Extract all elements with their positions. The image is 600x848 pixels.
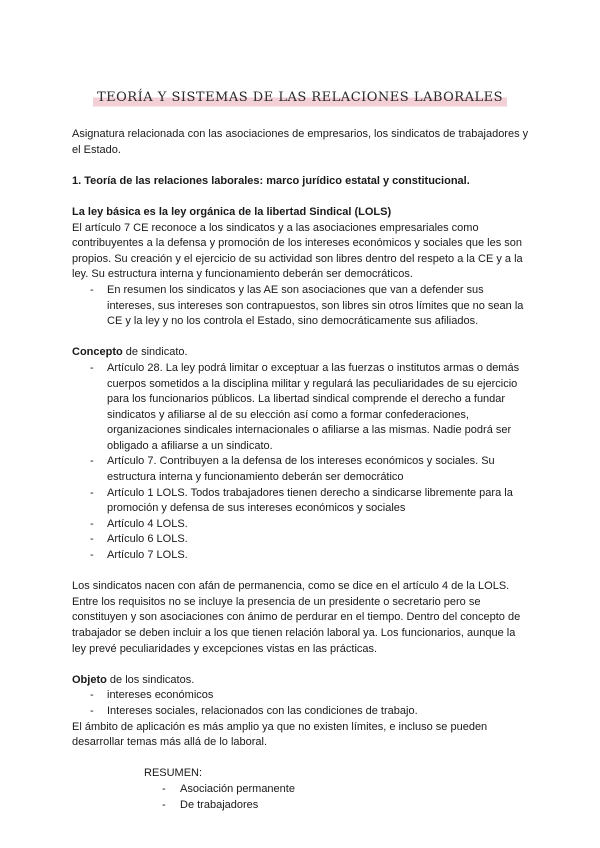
list-item: - De trabajadores [144, 798, 532, 814]
list-item: - Artículo 6 LOLS. [72, 532, 532, 548]
objeto-label [72, 673, 532, 689]
resumen-label: RESUMEN: [144, 767, 203, 780]
list-item: - Artículo 28. La ley podrá limitar o exceptuar a las fuerzas o institutos armas o demás cuerpos sometidos a la disciplina militar y regulará las peculiaridades de su ejercicio para los funcionarios públicos. La libertad sindical comprende el derecho a fundar sindicatos y afiliarse al de su elección así como a formar confederaciones, organizaciones sindicales internacionales o afiliarse a las mismas. Nadie podrá ser obligado a afiliarse a un sindicato. [72, 361, 532, 455]
concepto-label-bold: Concepto [72, 346, 123, 359]
list-item: - intereses económicos [72, 688, 532, 704]
concepto-list [72, 361, 532, 564]
document-body [72, 127, 532, 813]
page-title: TEORÍA Y SISTEMAS DE LAS RELACIONES LABORALES [93, 89, 507, 108]
list-item: - Artículo 4 LOLS. [72, 517, 532, 533]
list-item: - Artículo 7. Contribuyen a la defensa de los intereses económicos y sociales. Su estructura interna y funcionamiento deberán ser democrático [72, 454, 532, 485]
concepto-label [72, 345, 532, 361]
list-item: - Artículo 1 LOLS. Todos trabajadores tienen derecho a sindicarse libremente para la promoción y defensa de sus intereses económicos y sociales [72, 486, 532, 517]
concepto-label-rest: de sindicato. [122, 346, 188, 359]
lols-heading: La ley básica es la ley orgánica de la libertad Sindical (LOLS) [72, 205, 392, 218]
objeto-list [72, 688, 532, 719]
list-item: - Artículo 7 LOLS. [72, 548, 532, 564]
list-item: - Asociación permanente [144, 782, 532, 798]
title-wrap [0, 88, 600, 108]
resumen-list [144, 782, 532, 813]
lols-paragraph: El artículo 7 CE reconoce a los sindicatos y a las asociaciones empresariales como contribuyentes a la defensa y promoción de los intereses económicos y sociales que les son propios. Su creación y el ejercicio de su actividad son libres dentro del respeto a la CE y a la ley. Su estructura interna y funcionamiento deberán ser democráticos. [72, 221, 523, 281]
section-1-heading: 1. Teoría de las relaciones laborales: marco jurídico estatal y constitucional. [72, 174, 470, 187]
lols-list [72, 283, 532, 330]
objeto-label-rest: de los sindicatos. [106, 673, 195, 686]
permanencia-paragraph: Los sindicatos nacen con afán de permanencia, como se dice en el artículo 4 de la LOLS. Entre los requisitos no se incluye la presencia de un presidente o secretario pero se constituyen y son asociaciones con ánimo de perdurar en el tiempo. Dentro del concepto de trabajador se deben incluir a los que tienen relación laboral ya. Los funcionarios, aunque la ley prevé peculiaridades y excepciones vistas en las prácticas. [72, 580, 521, 655]
list-item: - Intereses sociales, relacionados con las condiciones de trabajo. [72, 704, 532, 720]
resumen-block [72, 766, 532, 813]
list-item: - En resumen los sindicatos y las AE son asociaciones que van a defender sus intereses, sus intereses son contrapuestos, son libres sin otros límites que no sean la CE y la ley y no los controla el Estado, sino democráticamente sus afiliados. [72, 283, 532, 330]
objeto-after-paragraph: El ámbito de aplicación es más amplio ya que no existen límites, e incluso se pueden desarrollar temas más allá de lo laboral. [72, 720, 488, 749]
objeto-label-bold: Objeto [72, 673, 107, 686]
intro-paragraph: Asignatura relacionada con las asociaciones de empresarios, los sindicatos de trabajadores y el Estado. [72, 128, 529, 156]
